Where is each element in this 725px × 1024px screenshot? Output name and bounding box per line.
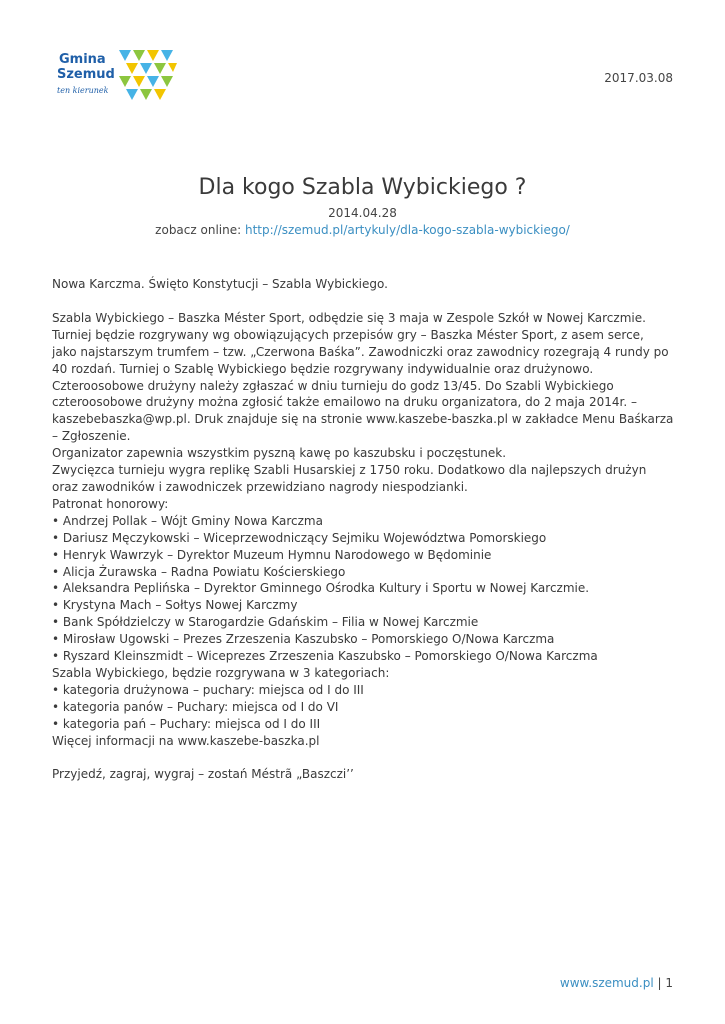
- logo-tagline: ten kierunek: [57, 86, 109, 95]
- categories-heading: Szabla Wybickiego, będzie rozgrywana w 3 kategoriach:: [52, 665, 390, 680]
- body-line: czteroosobowe drużyny można zgłosić także emailowo na druku organizatora, do 2 maja 2014r. –: [52, 395, 637, 410]
- patronage-heading: Patronat honorowy:: [52, 496, 169, 511]
- body-line: 40 rozdań. Turniej o Szablę Wybickiego będzie rozgrywany indywidualnie oraz drużynowo.: [52, 361, 594, 376]
- online-label: zobacz online:: [155, 223, 245, 237]
- body-line: Turniej będzie rozgrywany wg obowiązujących przepisów gry – Baszka Méster Sport, z asem serce,: [52, 327, 644, 342]
- footer-site-link[interactable]: www.szemud.pl: [559, 976, 654, 990]
- list-item: • kategoria drużynowa – puchary: miejsca od I do III: [52, 682, 364, 697]
- document-date: 2017.03.08: [604, 71, 673, 85]
- body-line: Szabla Wybickiego – Baszka Méster Sport, odbędzie się 3 maja w Zespole Szkół w Nowej Karczmie.: [52, 310, 646, 325]
- body-line: kaszebebaszka@wp.pl. Druk znajduje się na stronie www.kaszebe-baszka.pl w zakładce Menu Baśkarza: [52, 412, 674, 427]
- body-line: Organizator zapewnia wszystkim pyszną kawę po kaszubsku i poczęstunek.: [52, 446, 507, 461]
- footer-separator: |: [653, 976, 666, 990]
- gmina-szemud-logo: [55, 50, 180, 105]
- list-item: • Henryk Wawrzyk – Dyrektor Muzeum Hymnu Narodowego w Będominie: [52, 547, 492, 562]
- online-link-line: [0, 223, 725, 237]
- page-footer: [560, 976, 673, 990]
- list-item: • kategoria pań – Puchary: miejsca od I do III: [52, 716, 321, 731]
- body-line: – Zgłoszenie.: [52, 429, 131, 444]
- list-item: • Mirosław Ugowski – Prezes Zrzeszenia Kaszubsko – Pomorskiego O/Nowa Karczma: [52, 632, 555, 647]
- more-info-line: Więcej informacji na www.kaszebe-baszka.pl: [52, 733, 320, 748]
- article-body: [52, 276, 692, 783]
- list-item: • Aleksandra Peplińska – Dyrektor Gminnego Ośrodka Kultury i Sportu w Nowej Karczmie.: [52, 581, 590, 596]
- list-item: • Dariusz Męczykowski – Wiceprzewodniczący Sejmiku Województwa Pomorskiego: [52, 530, 547, 545]
- list-item: • kategoria panów – Puchary: miejsca od I do VI: [52, 699, 339, 714]
- article-title: Dla kogo Szabla Wybickiego ?: [198, 175, 527, 200]
- list-item: • Alicja Żurawska – Radna Powiatu Kościerskiego: [52, 564, 346, 579]
- article-url-link[interactable]: http://szemud.pl/artykuly/dla-kogo-szabla-wybickiego/: [244, 223, 570, 237]
- intro-paragraph: Nowa Karczma. Święto Konstytucji – Szabla Wybickiego.: [52, 277, 388, 291]
- list-item: • Bank Spółdzielczy w Starogardzie Gdańskim – Filia w Nowej Karczmie: [52, 615, 479, 630]
- body-line: jako najstarszym trumfem – tzw. „Czerwona Baśka”. Zawodniczki oraz zawodnicy rozegrają 4 rundy po: [52, 344, 669, 359]
- list-item: • Ryszard Kleinszmidt – Wiceprezes Zrzeszenia Kaszubsko – Pomorskiego O/Nowa Karczma: [52, 649, 598, 664]
- body-line: Zwycięzca turnieju wygra replikę Szabli Husarskiej z 1750 roku. Dodatkowo dla najlepszych drużyn: [52, 463, 647, 478]
- triangle-mosaic-icon: [119, 50, 177, 102]
- body-line: oraz zawodników i zawodniczek przewidziano nagrody niespodzianki.: [52, 479, 468, 494]
- list-item: • Krystyna Mach – Sołtys Nowej Karczmy: [52, 598, 298, 613]
- logo-name-line2: Szemud: [57, 67, 115, 82]
- closing-paragraph: Przyjedź, zagraj, wygraj – zostań Méstrã „Baszczi’’: [52, 767, 354, 782]
- logo-name-line1: Gmina: [59, 52, 106, 67]
- publish-date: 2014.04.28: [328, 206, 397, 220]
- page-number: 1: [665, 976, 673, 990]
- body-line: Czteroosobowe drużyny należy zgłaszać w dniu turnieju do godz 13/45. Do Szabli Wybickiego: [52, 378, 614, 393]
- list-item: • Andrzej Pollak – Wójt Gminy Nowa Karczma: [52, 513, 323, 528]
